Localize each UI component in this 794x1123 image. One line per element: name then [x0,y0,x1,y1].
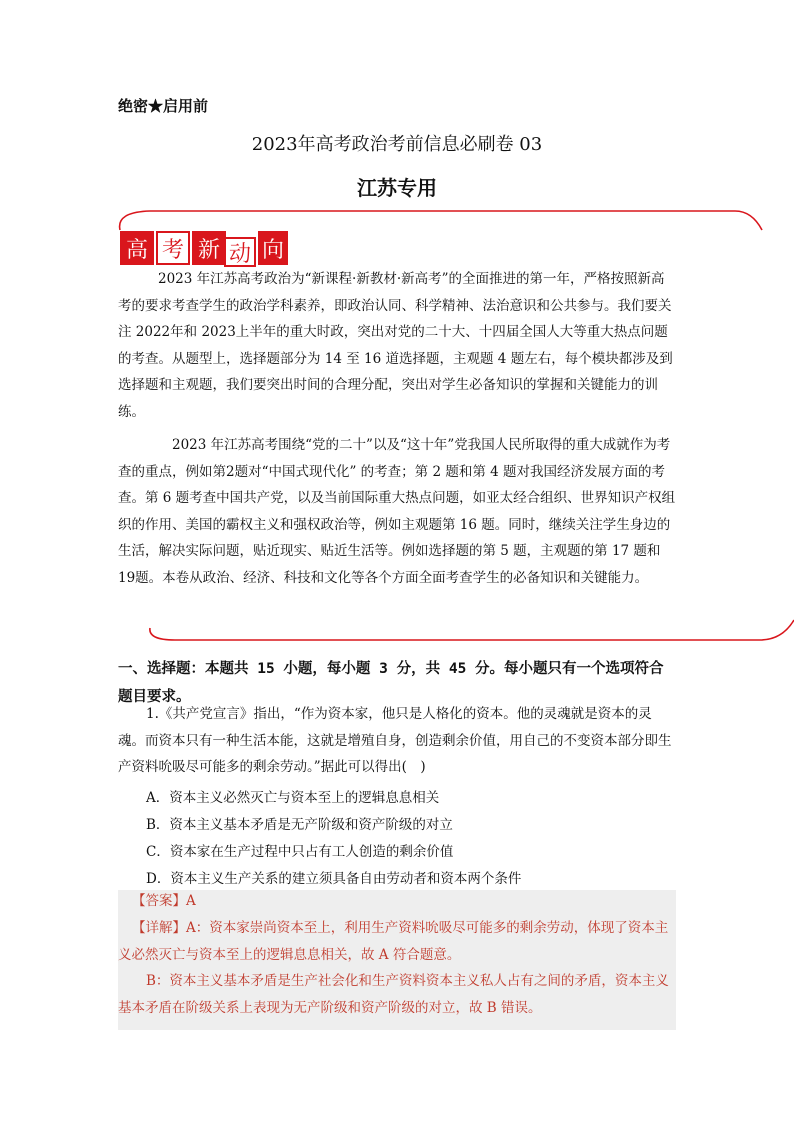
option-c: C．资本家在生产过程中只占有工人创造的剩余价值 [146,844,454,860]
option-b: B．资本主义基本矛盾是无产阶级和资产阶级的对立 [146,817,453,833]
detail-a-text: 【详解】A：资本家崇尚资本至上，利用生产资料吮吸尽可能多的剩余劳动，体现了资本主义必然灭亡与资本至上的逻辑息息相关，故 A 符合题意。 [118,920,669,963]
option-d: D．资本主义生产关系的建立须具备自由劳动者和资本两个条件 [146,871,522,887]
intro-paragraph-2 [118,432,676,591]
page-subtitle: 江苏专用 [357,176,437,200]
answer-text: 【答案】A [132,893,196,909]
banner-char: 高 [120,231,154,265]
banner-char: 向 [258,231,288,265]
banner-char: 新 [192,231,226,265]
answer-line [118,888,676,915]
detail-b [118,968,676,1021]
section-heading: 一、选择题：本题共 15 小题，每小题 3 分，共 45 分。每小题只有一个选项符合题目要求。 [118,661,664,705]
detail-a [118,915,676,968]
banner-char: 考 [156,231,190,265]
detail-b-text: B：资本主义基本矛盾是生产社会化和生产资料资本主义私人占有之间的矛盾，资本主义基本矛盾在阶级关系上表现为无产阶级和资产阶级的对立，故 B 错误。 [118,973,669,1016]
banner-char: 动 [224,237,256,267]
question-text: 1.《共产党宣言》指出，“作为资本家，他只是人格化的资本。他的灵魂就是资本的灵魂。而资本只有一种生活本能，这就是增殖自身，创造剩余价值，用自己的不变资本部分即生产资料吮吸尽可能多的剩余劳动。”据此可以得出( ) [118,706,672,775]
intro-text-1: 2023 年江苏高考政治为“新课程·新教材·新高考”的全面推进的第一年，严格按照新高考的要求考查学生的政治学科素养，即政治认同、科学精神、法治意识和公共参与。我们要关注 2022年和 2023上半年的重大时政，突出对党的二十大、十四届全国人大等重大热点问题的考查。从题型上，选择题部分为 14 至 16 道选择题，主观题 4 题左右，每个模块都涉及到选择题和主观题，我们要突出时间的合理分配，突出对学生必备知识的掌握和关键能力的训练。 [118,271,673,420]
intro-paragraph-1 [118,266,676,425]
page-title: 2023年高考政治考前信息必刷卷 03 [251,134,543,155]
intro-text-2: 2023 年江苏高考围绕“党的二十”以及“这十年”党我国人民所取得的重大成就作为考查的重点，例如第2题对“中国式现代化” 的考查；第 2 题和第 4 题对我国经济发展方面的考查。第 6 题考查中国共产党，以及当前国际重大热点问题，如亚太经合组织、世界知识产权组织的作用、美国的霸权主义和强权政治等，例如主观题第 16 题。同时，继续关注学生身边的生活，解决实际问题，贴近现实、贴近生活等。例如选择题的第 5 题，主观题的第 17 题和 19题。本卷从政治、经济、科技和文化等各个方面全面考查学生的必备知识和关键能力。 [118,437,676,586]
option-a: A．资本主义必然灭亡与资本至上的逻辑息息相关 [146,790,440,806]
question-1-stem [118,701,676,781]
secret-mark: 绝密★启用前 [118,97,209,115]
